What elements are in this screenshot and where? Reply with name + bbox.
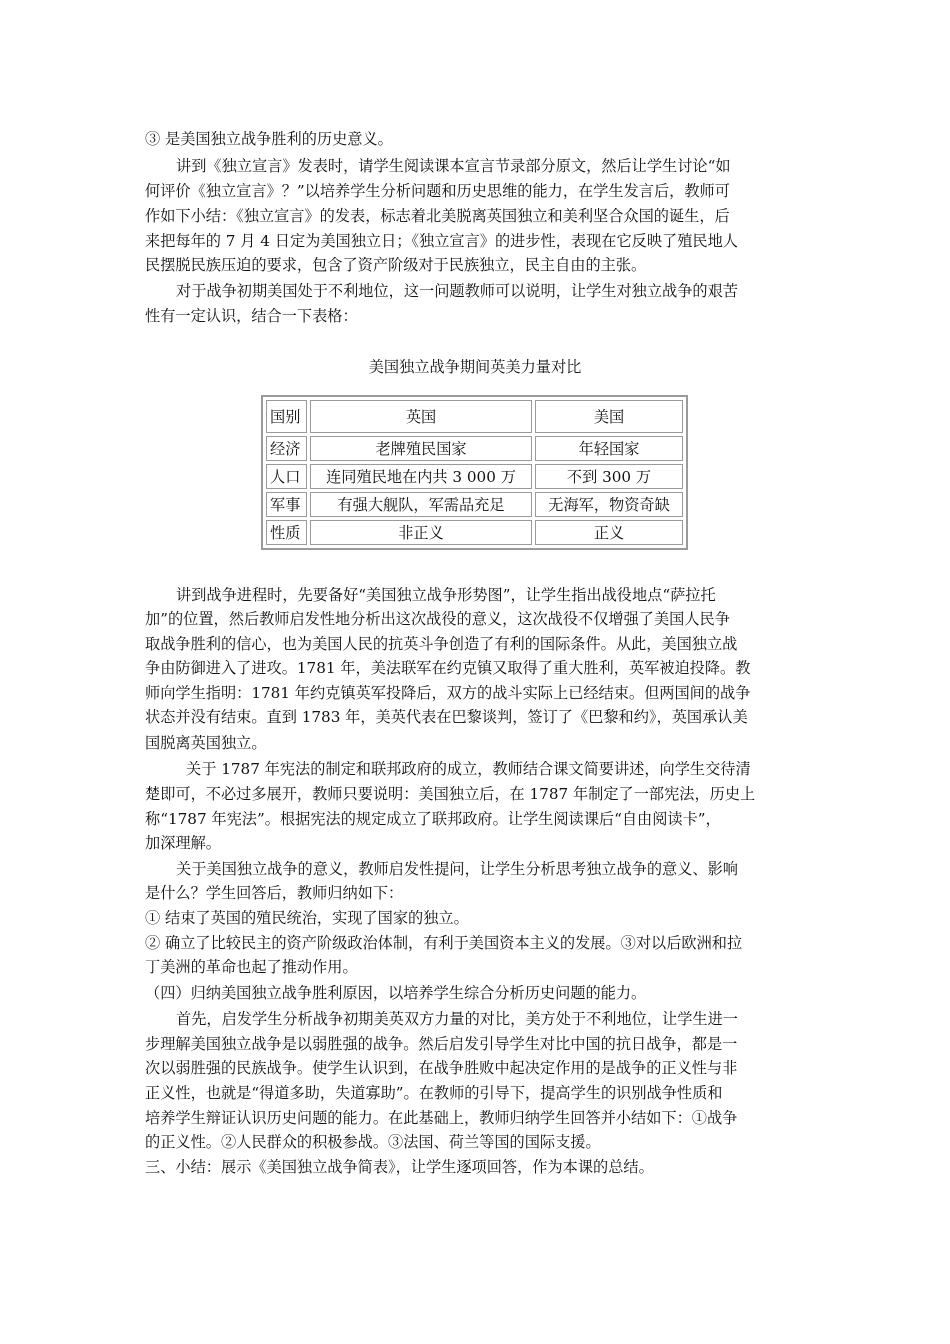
table-cell: 老牌殖民国家 (310, 436, 532, 461)
table-cell: 有强大舰队，军需品充足 (310, 492, 532, 517)
table-header-row (266, 400, 683, 433)
paragraph-line: 民摆脱民族压迫的要求，包含了资产阶级对于民族独立，民主自由的主张。 (145, 256, 647, 274)
paragraph-line: 讲到《独立宣言》发表时，请学生阅读课本宣言节录部分原文，然后让学生讨论“如 (176, 157, 731, 175)
paragraph-line: 步理解美国独立战争是以弱胜强的战争。然后启发引导学生对比中国的抗日战争，都是一 (145, 1035, 738, 1053)
paragraph-line: ② 确立了比较民主的资产阶级政治体制，有利于美国资本主义的发展。③对以后欧洲和拉 (145, 934, 743, 952)
paragraph-line: 关于 1787 年宪法的制定和联邦政府的成立，教师结合课文简要讲述，向学生交待清 (186, 760, 751, 778)
paragraph-line: 对于战争初期美国处于不利地位，这一问题教师可以说明，让学生对独立战争的艰苦 (176, 282, 738, 300)
paragraph-line: 作如下小结：《独立宣言》的发表，标志着北美脱离英国独立和美利坚合众国的诞生，后 (145, 207, 730, 225)
header-cell: 英国 (310, 400, 532, 433)
paragraph-line: 的正义性。②人民群众的积极参战。③法国、荷兰等国的国际支援。 (145, 1133, 601, 1151)
paragraph-line: ① 结束了英国的殖民统治，实现了国家的独立。 (145, 909, 469, 927)
paragraph-line: 争由防御进入了进攻。1781 年，美法联军在约克镇又取得了重大胜利，英军被迫投降。教 (145, 659, 751, 677)
paragraph-line: 首先，启发学生分析战争初期美英双方力量的对比，美方处于不利地位，让学生进一 (176, 1010, 738, 1028)
table-cell: 无海军，物资奇缺 (535, 492, 683, 517)
table-row (266, 436, 683, 461)
row-label-cell: 经济 (266, 436, 307, 461)
header-cell: 国别 (266, 400, 307, 433)
paragraph-line: 师向学生指明：1781 年约克镇英军投降后，双方的战斗实际上已经结束。但两国间的战争 (145, 684, 751, 702)
paragraph-line: 称“1787 年宪法”。根据宪法的规定成立了联邦政府。让学生阅读课后“自由阅读卡”， (145, 810, 721, 828)
paragraph-line: 关于美国独立战争的意义，教师启发性提问，让学生分析思考独立战争的意义、影响 (176, 860, 738, 878)
paragraph-line: 状态并没有结束。直到 1783 年，美英代表在巴黎谈判，签订了《巴黎和约》，英国承认美 (145, 708, 748, 726)
paragraph-line: 培养学生辩证认识历史问题的能力。在此基础上，教师归纳学生回答并小结如下：①战争 (145, 1109, 738, 1127)
paragraph-line: 加深理解。 (145, 834, 221, 852)
row-label-cell: 性质 (266, 520, 307, 545)
paragraph-line: 楚即可，不必过多展开，教师只要说明：美国独立后，在 1787 年制定了一部宪法，历史上 (145, 785, 756, 803)
table-title: 美国独立战争期间英美力量对比 (368, 358, 582, 376)
paragraph-line: 取战争胜利的信心，也为美国人民的抗英斗争创造了有利的国际条件。从此，美国独立战 (145, 635, 738, 653)
paragraph-line: 正义性，也就是“得道多助，失道寡助”。在教师的引导下，提高学生的识别战争性质和 (145, 1084, 723, 1102)
paragraph-line: ③ 是美国独立战争胜利的历史意义。 (145, 130, 393, 148)
table-row (266, 464, 683, 489)
paragraph-line: 何评价《独立宣言》？”以培养学生分析问题和历史思维的能力，在学生发言后，教师可 (145, 182, 730, 200)
table-row (266, 520, 683, 545)
paragraph-line: 国脱离英国独立。 (145, 734, 267, 752)
paragraph-line: 加”的位置，然后教师启发性地分析出这次战役的意义，这次战役不仅增强了美国人民争 (145, 610, 730, 628)
paragraph-line: 三、小结：展示《美国独立战争简表》，让学生逐项回答，作为本课的总结。 (145, 1158, 654, 1176)
paragraph-line: 性有一定认识，结合一下表格： (145, 307, 358, 325)
paragraph-line: 来把每年的 7 月 4 日定为美国独立日；《独立宣言》的进步性，表现在它反映了殖民地人 (145, 232, 738, 250)
paragraph-line: 次以弱胜强的民族战争。使学生认识到，在战争胜败中起决定作用的是战争的正义性与非 (145, 1059, 738, 1077)
paragraph-line: 丁美洲的革命也起了推动作用。 (145, 958, 358, 976)
table-row (266, 492, 683, 517)
paragraph-line: 是什么？学生回答后，教师归纳如下： (145, 884, 404, 902)
table-cell: 非正义 (310, 520, 532, 545)
paragraph-line: （四）归纳美国独立战争胜利原因，以培养学生综合分析历史问题的能力。 (145, 984, 647, 1002)
header-cell: 美国 (535, 400, 683, 433)
paragraph-line: 讲到战争进程时，先要备好“美国独立战争形势图”，让学生指出战役地点“萨拉托 (176, 586, 716, 604)
row-label-cell: 人口 (266, 464, 307, 489)
comparison-table (261, 395, 688, 550)
table-cell: 不到 300 万 (535, 464, 683, 489)
table-cell: 年轻国家 (535, 436, 683, 461)
table-cell: 连同殖民地在内共 3 000 万 (310, 464, 532, 489)
row-label-cell: 军事 (266, 492, 307, 517)
table-cell: 正义 (535, 520, 683, 545)
